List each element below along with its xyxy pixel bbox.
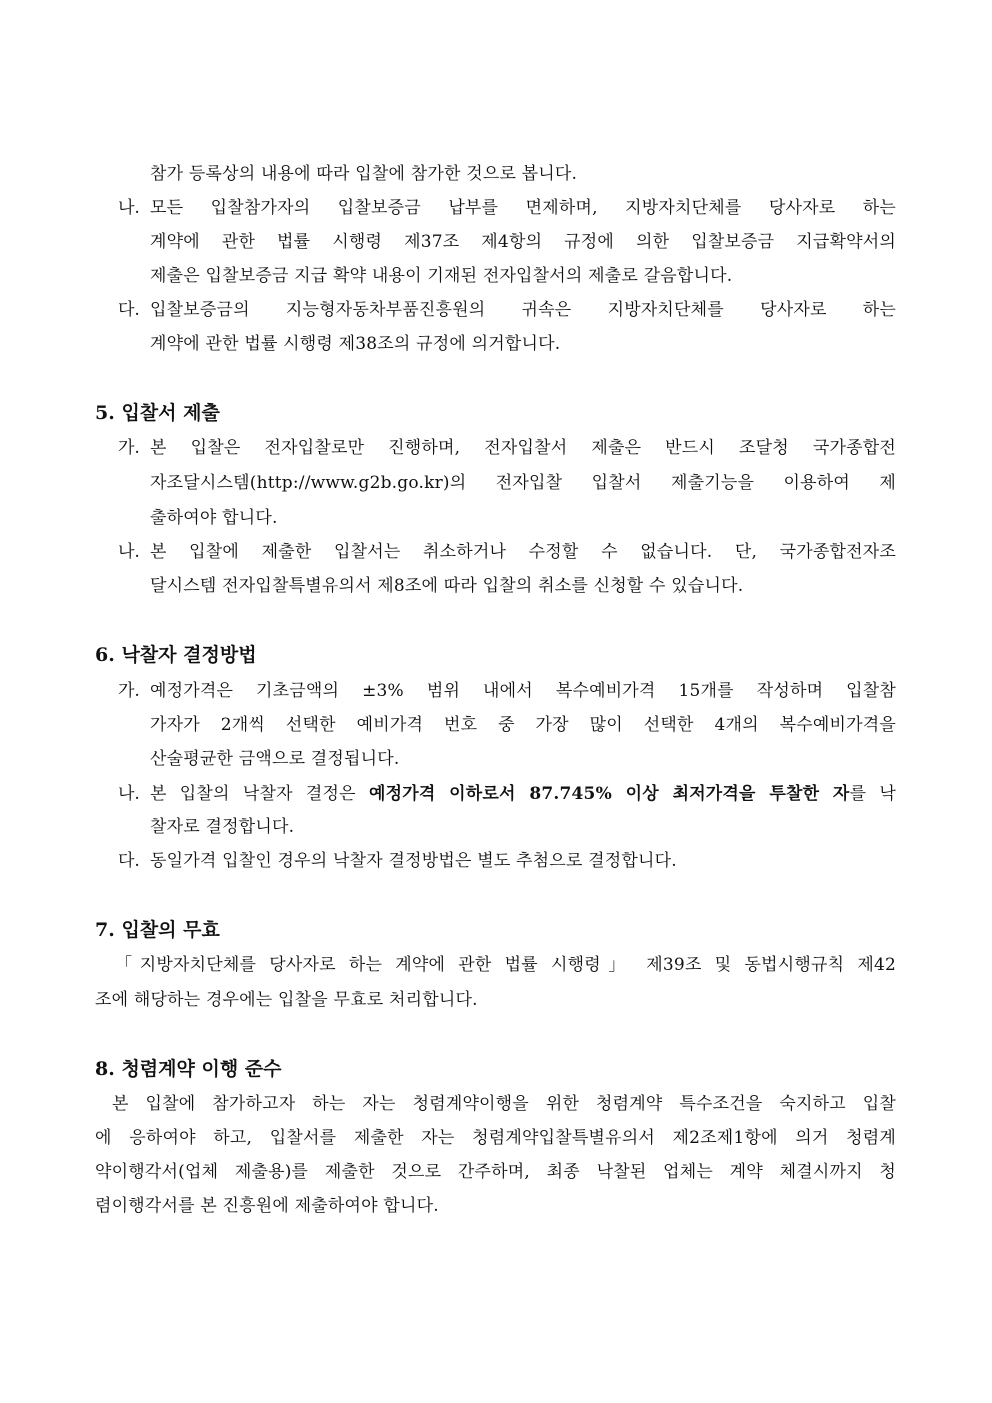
item-marker: 다. xyxy=(118,300,140,320)
paragraph-line: 가자가 2개씩 선택한 예비가격 번호 중 가장 많이 선택한 4개의 복수예비가격을 xyxy=(150,715,896,735)
item-marker: 가. xyxy=(118,438,140,458)
text-segment: 를 낙 xyxy=(849,784,896,804)
paragraph-line: 계약에 관한 법률 시행령 제38조의 규정에 의거합니다. xyxy=(150,334,561,354)
paragraph-line: 예정가격은 기초금액의 ±3% 범위 내에서 복수예비가격 15개를 작성하며 입찰참 xyxy=(150,681,896,701)
section-6-heading: 6. 낙찰자 결정방법 xyxy=(95,644,257,666)
paragraph-line: 본 입찰은 전자입찰로만 진행하며, 전자입찰서 제출은 반드시 조달청 국가종합전 xyxy=(150,438,896,458)
paragraph-line: 「지방자치단체를 당사자로 하는 계약에 관한 법률 시행령」 제39조 및 동법시행규칙 제42 xyxy=(115,955,896,975)
paragraph-line: 약이행각서(업체 제출용)를 제출한 것으로 간주하며, 최종 낙찰된 업체는 계약 체결시까지 청 xyxy=(95,1162,896,1182)
paragraph-line: 렴이행각서를 본 진흥원에 제출하여야 합니다. xyxy=(95,1196,439,1216)
paragraph-line xyxy=(150,782,896,806)
paragraph-line: 찰자로 결정합니다. xyxy=(150,817,295,837)
paragraph-line: 본 입찰에 참가하고자 하는 자는 청렴계약이행을 위한 청렴계약 특수조건을 숙지하고 입찰 xyxy=(112,1094,896,1114)
paragraph-line: 제출은 입찰보증금 지급 확약 내용이 기재된 전자입찰서의 제출로 갈음합니다. xyxy=(150,266,733,286)
bold-condition-text: 예정가격 이하로서 87.745% 이상 최저가격을 투찰한 자 xyxy=(368,784,850,804)
section-7-heading: 7. 입찰의 무효 xyxy=(95,919,220,941)
paragraph-line: 동일가격 입찰인 경우의 낙찰자 결정방법은 별도 추첨으로 결정합니다. xyxy=(150,851,677,871)
paragraph-line: 모든 입찰참가자의 입찰보증금 납부를 면제하며, 지방자치단체를 당사자로 하는 xyxy=(150,198,896,218)
item-marker: 나. xyxy=(118,542,140,562)
item-marker: 다. xyxy=(118,851,140,871)
item-marker: 나. xyxy=(118,198,140,218)
paragraph-line: 참가 등록상의 내용에 따라 입찰에 참가한 것으로 봅니다. xyxy=(150,164,578,184)
section-8-heading: 8. 청렴계약 이행 준수 xyxy=(95,1058,282,1080)
paragraph-line: 입찰보증금의 지능형자동차부품진흥원의 귀속은 지방자치단체를 당사자로 하는 xyxy=(150,300,896,320)
paragraph-line: 계약에 관한 법률 시행령 제37조 제4항의 규정에 의한 입찰보증금 지급확약서의 xyxy=(150,232,896,252)
paragraph-line: 본 입찰에 제출한 입찰서는 취소하거나 수정할 수 없습니다. 단, 국가종합전자조 xyxy=(150,542,896,562)
paragraph-line: 에 응하여야 하고, 입찰서를 제출한 자는 청렴계약입찰특별유의서 제2조제1항에 의거 청렴계 xyxy=(95,1128,896,1148)
item-marker: 가. xyxy=(118,681,140,701)
paragraph-line: 산술평균한 금액으로 결정됩니다. xyxy=(150,749,400,769)
paragraph-line: 조에 해당하는 경우에는 입찰을 무효로 처리합니다. xyxy=(95,990,478,1010)
paragraph-line: 출하여야 합니다. xyxy=(150,508,278,528)
section-5-heading: 5. 입찰서 제출 xyxy=(95,402,220,424)
text-segment: 본 입찰의 낙찰자 결정은 xyxy=(150,784,369,804)
paragraph-line: 달시스템 전자입찰특별유의서 제8조에 따라 입찰의 취소를 신청할 수 있습니다. xyxy=(150,576,744,596)
item-marker: 나. xyxy=(118,784,140,804)
paragraph-line: 자조달시스템(http://www.g2b.go.kr)의 전자입찰 입찰서 제출기능을 이용하여 제 xyxy=(150,473,896,493)
